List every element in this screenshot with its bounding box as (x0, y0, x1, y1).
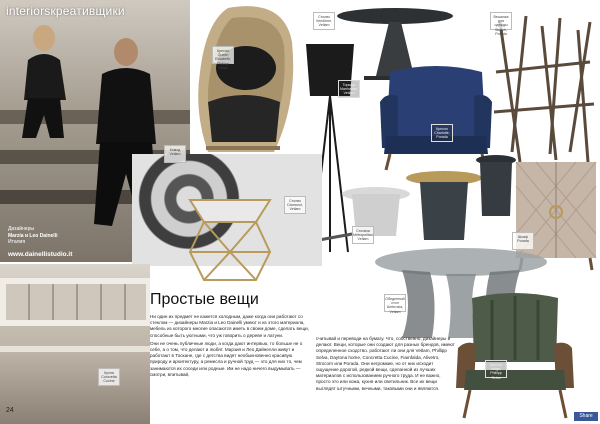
designer-label: Дизайнеры (8, 226, 34, 232)
kitchen-photo (0, 264, 150, 424)
queen-elisabeth-chair (188, 2, 300, 162)
magazine-logo: interiorsкреативщики (6, 4, 125, 18)
kitchen-countertop (0, 346, 150, 352)
tag-kitchen: Кухня Concretta Cucine (98, 368, 120, 386)
article-paragraph: Они не очень публичные люди, а когда дают интервью, то больше не о себе, а о том, что делают и любят. Марзия и Лео Дайнелли живут и работают в Тоскане, где с детства видят необыкновенно красивую природу и архитектуру, а ремесла и ручной труд — это для них то, чем занимаются их соседи или родные. Им не надо ничего выдумывать — смотри, впитывай, (150, 340, 303, 377)
tag-komod: Комод Vetlam (164, 145, 186, 163)
article-title: Простые вещи (150, 291, 259, 308)
tag-queen-elisabeth: Кресло Queen Elisabeth, Phillipp Selva (212, 46, 234, 64)
tag-metropolitan: Столики Metropolitan, Vetlam (352, 226, 374, 244)
tag-sketch: Вешалка для одежды Sketch, Porada (490, 12, 512, 30)
tag-indigo: Кресло Indigo, Phillipp Selva (485, 360, 507, 378)
tag-vendome: Столик Vendôme, Vetlam (313, 12, 335, 30)
designer-woman (14, 20, 74, 140)
article-paragraph: Ни один их предмет не кажется холодным, даже когда они работают со стеклом — дизайнеры Marzia и Leo Dainelli умеют и из этого материала, мебель из которого многие опасаются иметь в своем доме, сделать вещи, способные быть уютными, что уж говорить о дереве и латуни. (150, 314, 310, 338)
tag-charlotte: Кресло Charlotte, Porada (431, 124, 453, 142)
kitchen-island (0, 350, 150, 424)
article-column-1 (150, 314, 310, 380)
tag-porada-cabinet: Шкаф Porada (512, 232, 534, 250)
article-paragraph: считывай и переводи на бумагу. Что, собственно, дизайнеры и делают. Вещи, которые они создают для разных брендов, имеют определенное сходство. работают ли они для Vetlam, Phillipp Selva, Daytona home, Concretta Cucine, Fiamfalda, Alivetrо, Strxcorn или Porada. Они негромкие, но от них исходит ощущение дорогой, редкой вещи, сделанной из лучших материалов с использованием ручного труда. И не важно, просто это или кожа, кухня или светильник. Все их вещи выглядят штучными, вечными, таковыми они и являются. (316, 336, 455, 391)
designer-place: Италия (8, 239, 26, 245)
tag-manhattan: Торшер Manhattan, Vetlam (338, 80, 360, 98)
designer-caption (8, 226, 118, 246)
indigo-chair (452, 292, 578, 420)
designer-names: Marzia и Leo Dainelli (8, 232, 58, 239)
facebook-share-button[interactable]: Share (574, 412, 598, 421)
designer-url-link[interactable]: www.dainellistudio.it (8, 251, 73, 258)
tag-ambrosia: Обеденный стол Ambrosia, Vetlam (384, 294, 406, 312)
tag-diamond: Столик Diamond, Vetlam (284, 196, 306, 214)
diamond-side-table (180, 192, 280, 282)
article-column-2 (316, 336, 456, 394)
page-number: 24 (6, 407, 14, 414)
kitchen-shelves (6, 284, 146, 320)
